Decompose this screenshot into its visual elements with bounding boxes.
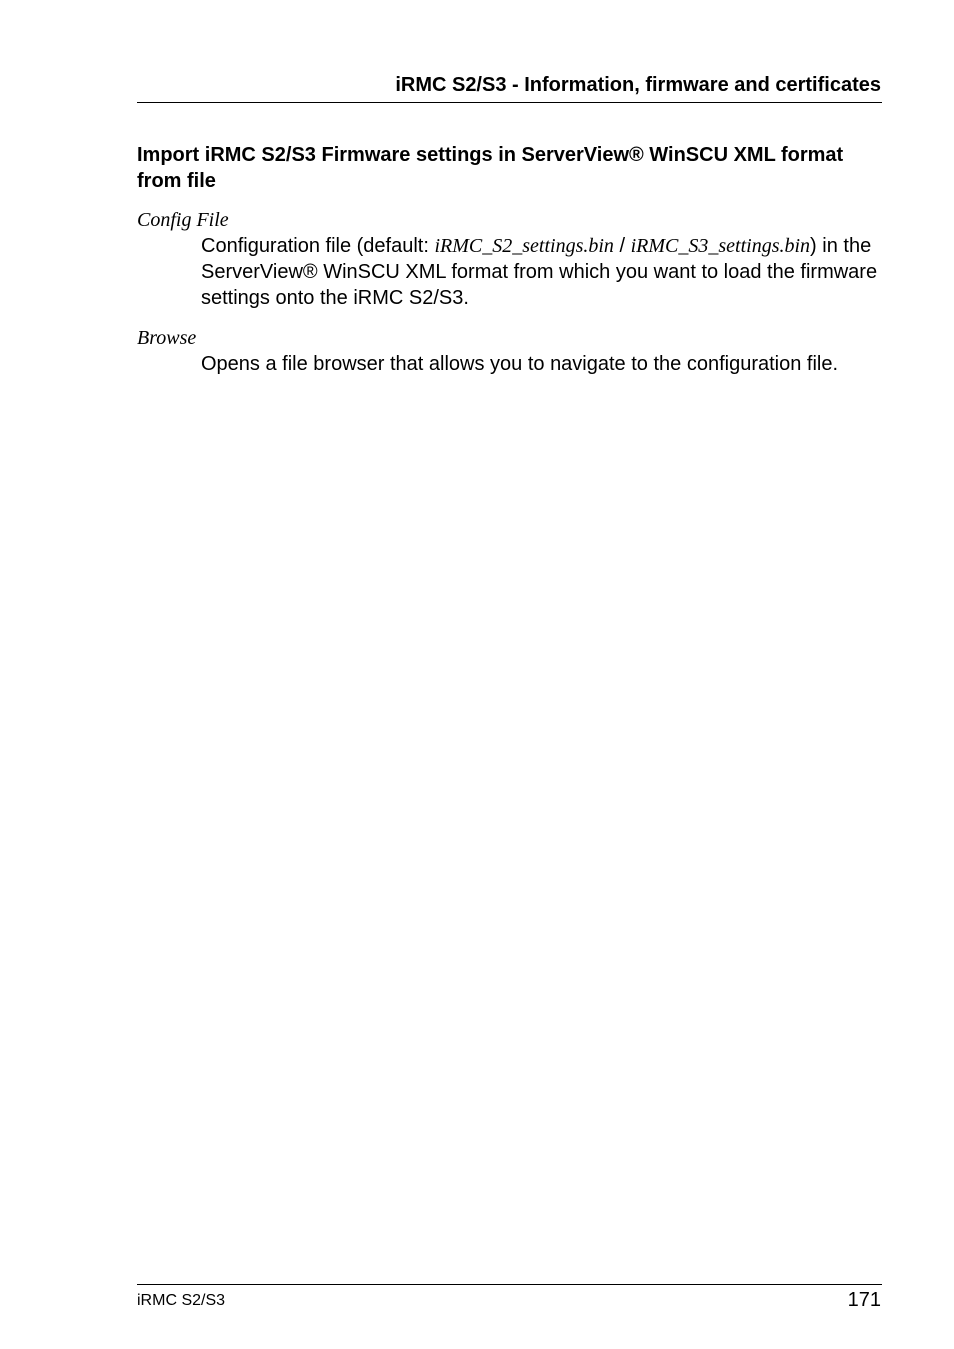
- desc-config-file-suffix: ) in the ServerView® WinSCU XML format from which you want to load the firmware settings onto the iRMC S2/S3.: [201, 235, 878, 309]
- file-separator: /: [613, 235, 631, 257]
- desc-browse: Opens a file browser that allows you to navigate to the configuration file.: [201, 353, 839, 375]
- desc-config-file-prefix: Configuration file (default:: [201, 235, 435, 257]
- section-heading: Import iRMC S2/S3 Firmware settings in ServerView® WinSCU XML format from file: [137, 144, 844, 192]
- footer-rule: [137, 1284, 882, 1285]
- default-file-s3: iRMC_S3_settings.bin: [630, 235, 811, 257]
- page-number: 171: [847, 1289, 881, 1311]
- default-file-s2: iRMC_S2_settings.bin: [434, 235, 614, 257]
- term-browse: Browse: [137, 327, 197, 349]
- running-header: iRMC S2/S3 - Information, firmware and certificates: [395, 74, 881, 96]
- term-config-file: Config File: [137, 209, 229, 231]
- header-rule: [137, 102, 882, 103]
- footer-product: iRMC S2/S3: [137, 1292, 226, 1309]
- desc-config-file: [201, 233, 886, 311]
